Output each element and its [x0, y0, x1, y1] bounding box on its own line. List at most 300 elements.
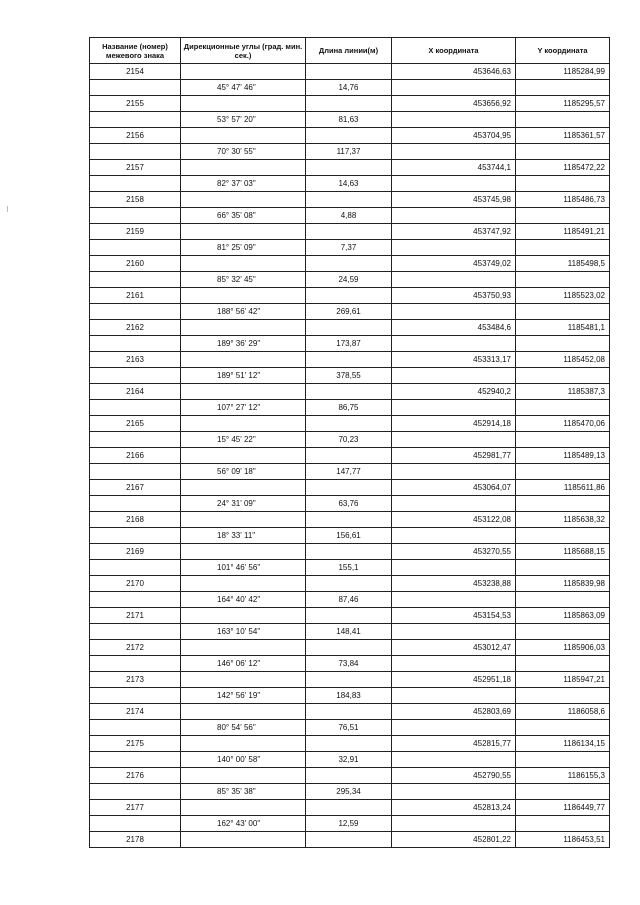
- empty-cell: [306, 160, 392, 176]
- direction-angle: 162° 43' 00": [181, 816, 306, 832]
- empty-cell: [516, 624, 610, 640]
- empty-cell: [392, 752, 516, 768]
- empty-cell: [306, 800, 392, 816]
- empty-cell: [90, 752, 181, 768]
- x-coordinate: 452803,69: [392, 704, 516, 720]
- y-coordinate: 1185452,08: [516, 352, 610, 368]
- empty-cell: [392, 688, 516, 704]
- empty-cell: [181, 672, 306, 688]
- y-coordinate: 1185470,06: [516, 416, 610, 432]
- empty-cell: [306, 448, 392, 464]
- line-length: 24,59: [306, 272, 392, 288]
- point-name: 2155: [90, 96, 181, 112]
- empty-cell: [516, 496, 610, 512]
- x-coordinate: 453646,63: [392, 64, 516, 80]
- empty-cell: [516, 272, 610, 288]
- segment-row: [90, 368, 610, 384]
- direction-angle: 18° 33' 11": [181, 528, 306, 544]
- empty-cell: [181, 384, 306, 400]
- line-length: 173,87: [306, 336, 392, 352]
- empty-cell: [392, 144, 516, 160]
- segment-row: [90, 80, 610, 96]
- direction-angle: 101° 46' 56": [181, 560, 306, 576]
- point-row: [90, 224, 610, 240]
- x-coordinate: 453656,92: [392, 96, 516, 112]
- y-coordinate: 1185486,73: [516, 192, 610, 208]
- line-length: 81,63: [306, 112, 392, 128]
- line-length: 12,59: [306, 816, 392, 832]
- empty-cell: [90, 240, 181, 256]
- point-name: 2161: [90, 288, 181, 304]
- segment-row: [90, 272, 610, 288]
- empty-cell: [516, 112, 610, 128]
- empty-cell: [181, 224, 306, 240]
- empty-cell: [392, 784, 516, 800]
- direction-angle: 85° 35' 38": [181, 784, 306, 800]
- empty-cell: [90, 176, 181, 192]
- direction-angle: 70° 30' 55": [181, 144, 306, 160]
- empty-cell: [516, 400, 610, 416]
- empty-cell: [90, 816, 181, 832]
- point-name: 2178: [90, 832, 181, 848]
- empty-cell: [392, 528, 516, 544]
- empty-cell: [516, 688, 610, 704]
- segment-row: [90, 176, 610, 192]
- empty-cell: [392, 400, 516, 416]
- segment-row: [90, 112, 610, 128]
- empty-cell: [90, 272, 181, 288]
- point-row: [90, 288, 610, 304]
- x-coordinate: 453745,98: [392, 192, 516, 208]
- direction-angle: 140° 00' 58": [181, 752, 306, 768]
- direction-angle: 107° 27' 12": [181, 400, 306, 416]
- header-name: Название (номер) межевого знака: [90, 38, 181, 64]
- point-name: 2172: [90, 640, 181, 656]
- y-coordinate: 1185688,15: [516, 544, 610, 560]
- line-length: 184,83: [306, 688, 392, 704]
- direction-angle: 163° 10' 54": [181, 624, 306, 640]
- point-name: 2173: [90, 672, 181, 688]
- point-name: 2160: [90, 256, 181, 272]
- line-length: 73,84: [306, 656, 392, 672]
- line-length: 14,76: [306, 80, 392, 96]
- empty-cell: [181, 608, 306, 624]
- empty-cell: [181, 160, 306, 176]
- segment-row: [90, 752, 610, 768]
- point-row: [90, 128, 610, 144]
- empty-cell: [181, 512, 306, 528]
- empty-cell: [90, 592, 181, 608]
- empty-cell: [306, 320, 392, 336]
- segment-row: [90, 592, 610, 608]
- empty-cell: [392, 368, 516, 384]
- x-coordinate: 452815,77: [392, 736, 516, 752]
- empty-cell: [306, 544, 392, 560]
- x-coordinate: 452940,2: [392, 384, 516, 400]
- empty-cell: [90, 80, 181, 96]
- segment-row: [90, 400, 610, 416]
- empty-cell: [181, 640, 306, 656]
- empty-cell: [306, 512, 392, 528]
- line-length: 148,41: [306, 624, 392, 640]
- segment-row: [90, 784, 610, 800]
- x-coordinate: 453750,93: [392, 288, 516, 304]
- segment-row: [90, 464, 610, 480]
- line-length: 76,51: [306, 720, 392, 736]
- empty-cell: [516, 528, 610, 544]
- empty-cell: [90, 464, 181, 480]
- empty-cell: [392, 176, 516, 192]
- empty-cell: [392, 80, 516, 96]
- empty-cell: [90, 432, 181, 448]
- x-coordinate: 453122,08: [392, 512, 516, 528]
- empty-cell: [306, 832, 392, 848]
- direction-angle: 146° 06' 12": [181, 656, 306, 672]
- point-name: 2162: [90, 320, 181, 336]
- point-row: [90, 768, 610, 784]
- empty-cell: [181, 800, 306, 816]
- point-name: 2171: [90, 608, 181, 624]
- empty-cell: [181, 480, 306, 496]
- empty-cell: [392, 624, 516, 640]
- empty-cell: [392, 496, 516, 512]
- empty-cell: [516, 752, 610, 768]
- point-name: 2157: [90, 160, 181, 176]
- y-coordinate: 1185295,57: [516, 96, 610, 112]
- y-coordinate: 1186453,51: [516, 832, 610, 848]
- line-length: 70,23: [306, 432, 392, 448]
- coordinates-table: [89, 37, 610, 848]
- empty-cell: [392, 720, 516, 736]
- line-length: 7,37: [306, 240, 392, 256]
- empty-cell: [181, 576, 306, 592]
- x-coordinate: 453749,02: [392, 256, 516, 272]
- point-row: [90, 736, 610, 752]
- empty-cell: [392, 432, 516, 448]
- direction-angle: 82° 37' 03": [181, 176, 306, 192]
- empty-cell: [181, 544, 306, 560]
- x-coordinate: 452981,77: [392, 448, 516, 464]
- empty-cell: [516, 368, 610, 384]
- empty-cell: [90, 400, 181, 416]
- empty-cell: [306, 768, 392, 784]
- y-coordinate: 1185523,02: [516, 288, 610, 304]
- empty-cell: [90, 208, 181, 224]
- segment-row: [90, 304, 610, 320]
- segment-row: [90, 688, 610, 704]
- empty-cell: [516, 592, 610, 608]
- y-coordinate: 1185387,3: [516, 384, 610, 400]
- empty-cell: [181, 64, 306, 80]
- x-coordinate: 452790,55: [392, 768, 516, 784]
- point-row: [90, 192, 610, 208]
- y-coordinate: 1185284,99: [516, 64, 610, 80]
- segment-row: [90, 144, 610, 160]
- empty-cell: [516, 176, 610, 192]
- y-coordinate: 1185638,32: [516, 512, 610, 528]
- direction-angle: 45° 47' 46": [181, 80, 306, 96]
- empty-cell: [90, 560, 181, 576]
- empty-cell: [181, 96, 306, 112]
- point-row: [90, 320, 610, 336]
- header-row: [90, 38, 610, 64]
- empty-cell: [516, 144, 610, 160]
- x-coordinate: 453012,47: [392, 640, 516, 656]
- point-row: [90, 96, 610, 112]
- empty-cell: [306, 384, 392, 400]
- x-coordinate: 452813,24: [392, 800, 516, 816]
- line-length: 87,46: [306, 592, 392, 608]
- y-coordinate: 1186155,3: [516, 768, 610, 784]
- x-coordinate: 452801,22: [392, 832, 516, 848]
- direction-angle: 24° 31' 09": [181, 496, 306, 512]
- header-x: X координата: [392, 38, 516, 64]
- y-coordinate: 1185481,1: [516, 320, 610, 336]
- direction-angle: 81° 25' 09": [181, 240, 306, 256]
- segment-row: [90, 432, 610, 448]
- line-length: 86,75: [306, 400, 392, 416]
- empty-cell: [90, 368, 181, 384]
- empty-cell: [181, 704, 306, 720]
- empty-cell: [516, 720, 610, 736]
- segment-row: [90, 656, 610, 672]
- header-length: Длина линии(м): [306, 38, 392, 64]
- empty-cell: [306, 736, 392, 752]
- empty-cell: [306, 288, 392, 304]
- empty-cell: [392, 112, 516, 128]
- empty-cell: [306, 608, 392, 624]
- direction-angle: 189° 36' 29": [181, 336, 306, 352]
- y-coordinate: 1186058,6: [516, 704, 610, 720]
- line-length: 4,88: [306, 208, 392, 224]
- segment-row: [90, 560, 610, 576]
- empty-cell: [516, 80, 610, 96]
- line-length: 378,55: [306, 368, 392, 384]
- point-name: 2175: [90, 736, 181, 752]
- header-y: Y координата: [516, 38, 610, 64]
- empty-cell: [516, 784, 610, 800]
- empty-cell: [516, 432, 610, 448]
- empty-cell: [516, 336, 610, 352]
- point-row: [90, 704, 610, 720]
- line-length: 32,91: [306, 752, 392, 768]
- empty-cell: [516, 304, 610, 320]
- point-row: [90, 544, 610, 560]
- direction-angle: 189° 51' 12": [181, 368, 306, 384]
- empty-cell: [90, 336, 181, 352]
- empty-cell: [392, 816, 516, 832]
- x-coordinate: 453313,17: [392, 352, 516, 368]
- empty-cell: [392, 464, 516, 480]
- empty-cell: [90, 304, 181, 320]
- empty-cell: [392, 304, 516, 320]
- point-row: [90, 800, 610, 816]
- point-name: 2177: [90, 800, 181, 816]
- direction-angle: 66° 35' 08": [181, 208, 306, 224]
- empty-cell: [181, 832, 306, 848]
- y-coordinate: 1186134,15: [516, 736, 610, 752]
- empty-cell: [516, 208, 610, 224]
- empty-cell: [306, 352, 392, 368]
- point-row: [90, 352, 610, 368]
- empty-cell: [181, 736, 306, 752]
- point-name: 2163: [90, 352, 181, 368]
- point-row: [90, 416, 610, 432]
- line-length: 117,37: [306, 144, 392, 160]
- segment-row: [90, 720, 610, 736]
- y-coordinate: 1186449,77: [516, 800, 610, 816]
- point-row: [90, 256, 610, 272]
- margin-mark: [7, 206, 8, 212]
- point-name: 2167: [90, 480, 181, 496]
- empty-cell: [90, 528, 181, 544]
- x-coordinate: 452914,18: [392, 416, 516, 432]
- line-length: 14,63: [306, 176, 392, 192]
- empty-cell: [306, 672, 392, 688]
- direction-angle: 80° 54' 56": [181, 720, 306, 736]
- header-angle: Дирекционные углы (град. мин. сек.): [181, 38, 306, 64]
- empty-cell: [306, 192, 392, 208]
- point-name: 2170: [90, 576, 181, 592]
- empty-cell: [392, 560, 516, 576]
- segment-row: [90, 528, 610, 544]
- direction-angle: 85° 32' 45": [181, 272, 306, 288]
- empty-cell: [392, 208, 516, 224]
- point-row: [90, 480, 610, 496]
- empty-cell: [306, 416, 392, 432]
- point-name: 2174: [90, 704, 181, 720]
- empty-cell: [90, 144, 181, 160]
- empty-cell: [90, 784, 181, 800]
- segment-row: [90, 208, 610, 224]
- point-name: 2154: [90, 64, 181, 80]
- empty-cell: [306, 480, 392, 496]
- direction-angle: 188° 56' 42": [181, 304, 306, 320]
- point-name: 2165: [90, 416, 181, 432]
- point-row: [90, 512, 610, 528]
- empty-cell: [392, 272, 516, 288]
- point-name: 2156: [90, 128, 181, 144]
- segment-row: [90, 624, 610, 640]
- segment-row: [90, 336, 610, 352]
- direction-angle: 53° 57' 20": [181, 112, 306, 128]
- y-coordinate: 1185611,86: [516, 480, 610, 496]
- empty-cell: [306, 256, 392, 272]
- point-row: [90, 576, 610, 592]
- segment-row: [90, 496, 610, 512]
- x-coordinate: 453484,6: [392, 320, 516, 336]
- empty-cell: [181, 416, 306, 432]
- table-body: [90, 64, 610, 848]
- x-coordinate: 453744,1: [392, 160, 516, 176]
- y-coordinate: 1185491,21: [516, 224, 610, 240]
- point-row: [90, 384, 610, 400]
- y-coordinate: 1185839,98: [516, 576, 610, 592]
- direction-angle: 56° 09' 18": [181, 464, 306, 480]
- empty-cell: [306, 576, 392, 592]
- empty-cell: [181, 448, 306, 464]
- y-coordinate: 1185489,13: [516, 448, 610, 464]
- point-name: 2164: [90, 384, 181, 400]
- empty-cell: [181, 768, 306, 784]
- empty-cell: [516, 464, 610, 480]
- empty-cell: [90, 656, 181, 672]
- empty-cell: [392, 240, 516, 256]
- empty-cell: [181, 352, 306, 368]
- direction-angle: 15° 45' 22": [181, 432, 306, 448]
- x-coordinate: 453064,07: [392, 480, 516, 496]
- point-name: 2166: [90, 448, 181, 464]
- boundary-points-sheet: [89, 37, 609, 848]
- y-coordinate: 1185472,22: [516, 160, 610, 176]
- empty-cell: [181, 320, 306, 336]
- y-coordinate: 1185906,03: [516, 640, 610, 656]
- point-name: 2168: [90, 512, 181, 528]
- empty-cell: [306, 64, 392, 80]
- empty-cell: [181, 128, 306, 144]
- direction-angle: 142° 56' 19": [181, 688, 306, 704]
- empty-cell: [306, 640, 392, 656]
- line-length: 155,1: [306, 560, 392, 576]
- x-coordinate: 453154,53: [392, 608, 516, 624]
- empty-cell: [181, 256, 306, 272]
- empty-cell: [306, 96, 392, 112]
- empty-cell: [90, 496, 181, 512]
- x-coordinate: 452951,18: [392, 672, 516, 688]
- empty-cell: [90, 688, 181, 704]
- line-length: 156,61: [306, 528, 392, 544]
- empty-cell: [516, 816, 610, 832]
- x-coordinate: 453747,92: [392, 224, 516, 240]
- x-coordinate: 453704,95: [392, 128, 516, 144]
- empty-cell: [306, 224, 392, 240]
- x-coordinate: 453238,88: [392, 576, 516, 592]
- point-row: [90, 608, 610, 624]
- empty-cell: [181, 288, 306, 304]
- empty-cell: [90, 624, 181, 640]
- direction-angle: 164° 40' 42": [181, 592, 306, 608]
- empty-cell: [516, 560, 610, 576]
- line-length: 269,61: [306, 304, 392, 320]
- empty-cell: [181, 192, 306, 208]
- point-name: 2158: [90, 192, 181, 208]
- x-coordinate: 453270,55: [392, 544, 516, 560]
- point-row: [90, 832, 610, 848]
- line-length: 63,76: [306, 496, 392, 512]
- empty-cell: [90, 112, 181, 128]
- empty-cell: [516, 240, 610, 256]
- empty-cell: [90, 720, 181, 736]
- empty-cell: [392, 336, 516, 352]
- point-name: 2176: [90, 768, 181, 784]
- point-row: [90, 448, 610, 464]
- y-coordinate: 1185863,09: [516, 608, 610, 624]
- point-row: [90, 640, 610, 656]
- empty-cell: [306, 704, 392, 720]
- segment-row: [90, 240, 610, 256]
- line-length: 147,77: [306, 464, 392, 480]
- y-coordinate: 1185947,21: [516, 672, 610, 688]
- empty-cell: [392, 656, 516, 672]
- y-coordinate: 1185361,57: [516, 128, 610, 144]
- point-row: [90, 160, 610, 176]
- point-name: 2169: [90, 544, 181, 560]
- point-row: [90, 672, 610, 688]
- point-name: 2159: [90, 224, 181, 240]
- empty-cell: [392, 592, 516, 608]
- line-length: 295,34: [306, 784, 392, 800]
- point-row: [90, 64, 610, 80]
